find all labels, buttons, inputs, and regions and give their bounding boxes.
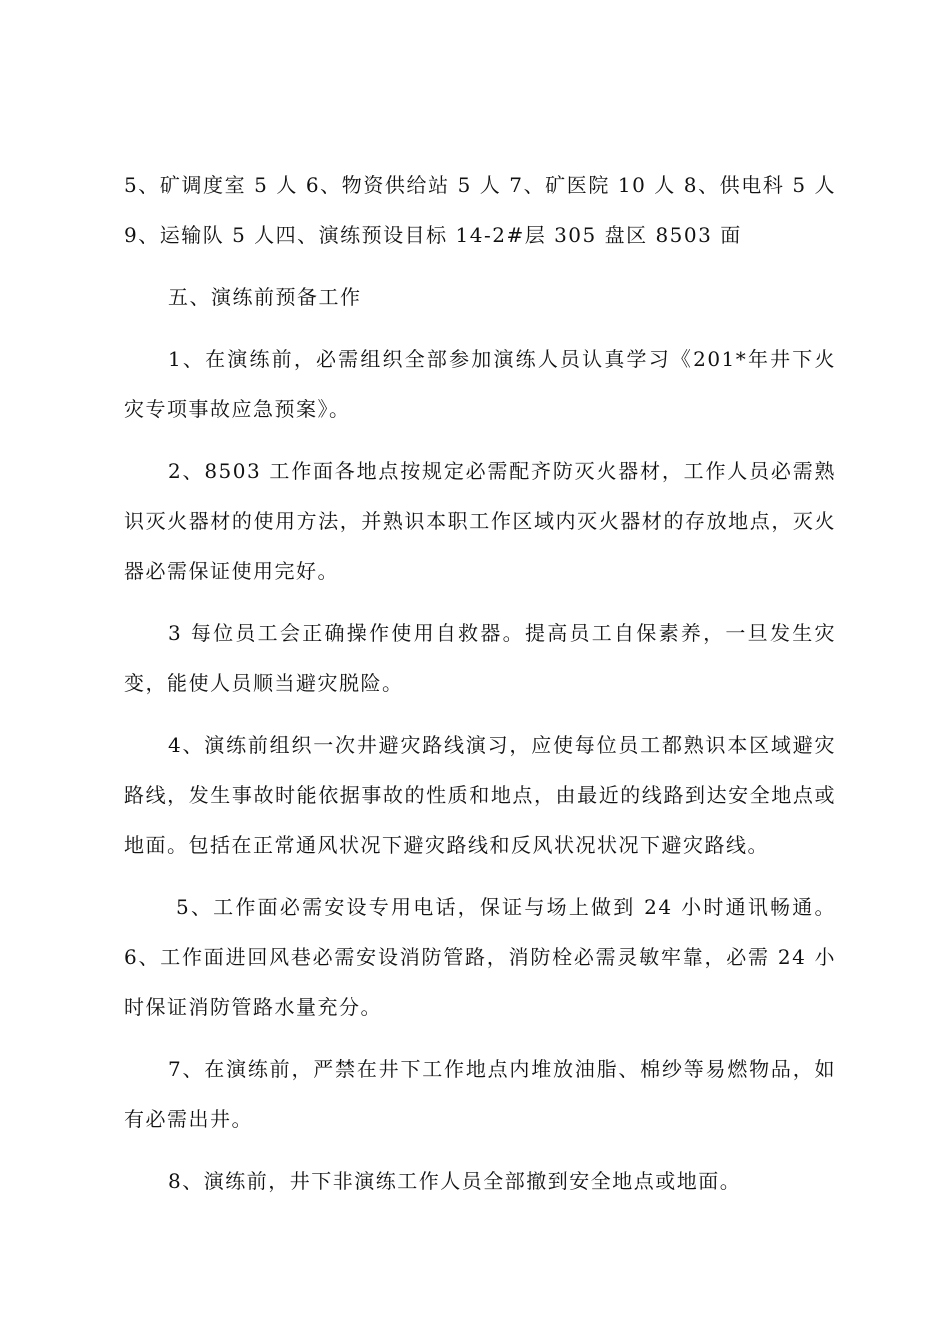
paragraph-item-4: 4、演练前组织一次井避灾路线演习，应使每位员工都熟识本区域避灾路线，发生事故时能依据事故的性质和地点，由最近的线路到达安全地点或地面。包括在正常通风状况下避灾路线和反风状况状况下避灾路线。 xyxy=(124,733,836,857)
document-body xyxy=(124,160,836,1218)
section-heading-preparation: 五、演练前预备工作 xyxy=(168,285,362,309)
paragraph-item-7: 7、在演练前，严禁在井下工作地点内堆放油脂、棉纱等易燃物品，如有必需出井。 xyxy=(124,1057,836,1131)
paragraph-item-8: 8、演练前，井下非演练工作人员全部撤到安全地点或地面。 xyxy=(168,1169,742,1193)
paragraph-item-5-6: 5、工作面必需安设专用电话，保证与场上做到 24 小时通讯畅通。6、工作面进回风巷必需安设消防管路，消防栓必需灵敏牢靠，必需 24 小时保证消防管路水量充分。 xyxy=(124,895,836,1019)
paragraph-item-3: 3 每位员工会正确操作使用自救器。提高员工自保素养，一旦发生灾变，能使人员顺当避灾脱险。 xyxy=(124,621,836,695)
paragraph-item-1: 1、在演练前，必需组织全部参加演练人员认真学习《201*年井下火灾专项事故应急预案》。 xyxy=(124,347,836,421)
paragraph-item-2: 2、8503 工作面各地点按规定必需配齐防灭火器材，工作人员必需熟识灭火器材的使用方法，并熟识本职工作区域内灭火器材的存放地点，灭火器必需保证使用完好。 xyxy=(124,459,836,583)
paragraph-personnel-list: 5、矿调度室 5 人 6、物资供给站 5 人 7、矿医院 10 人 8、供电科 5 人 9、运输队 5 人四、演练预设目标 14-2#层 305 盘区 8503 面 xyxy=(124,173,836,247)
